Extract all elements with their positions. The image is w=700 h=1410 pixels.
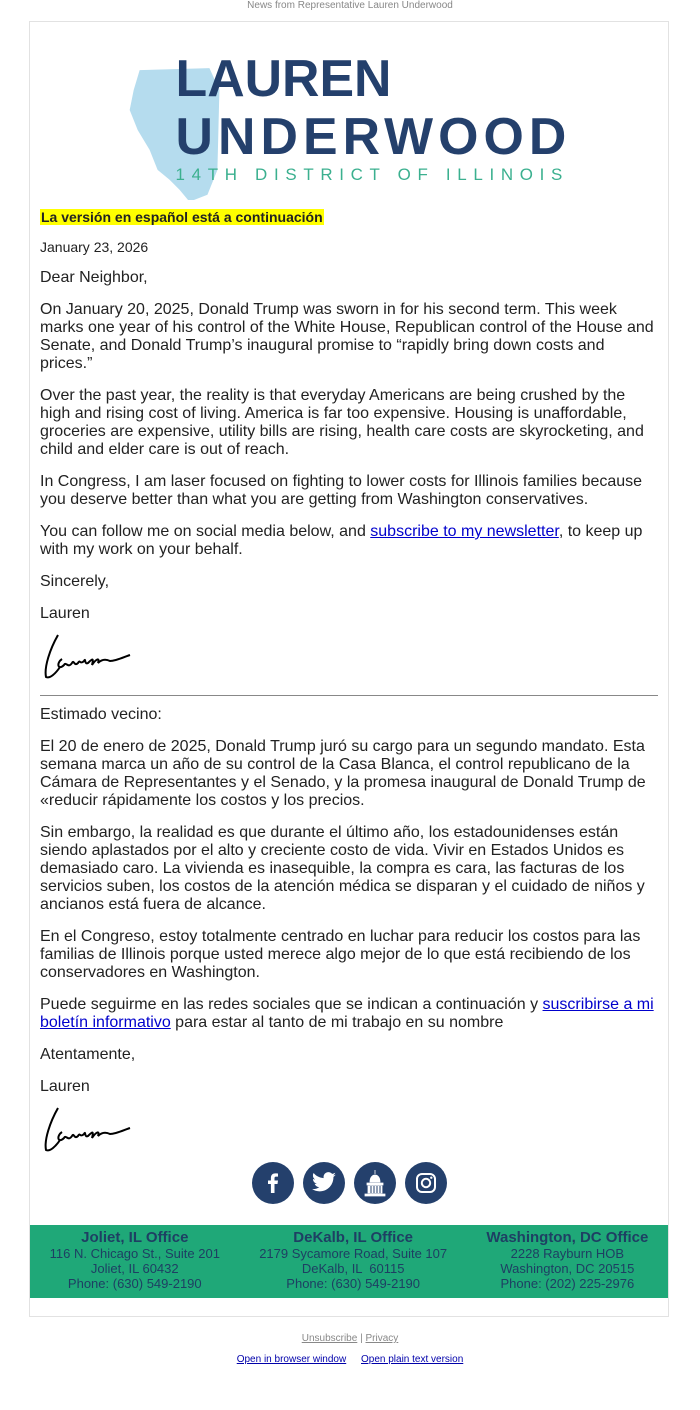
footer-links [0, 1333, 700, 1345]
office-address: 116 N. Chicago St., Suite 201 [49, 1246, 220, 1261]
text: You can follow me on social media below, and [40, 523, 371, 540]
office-footer [30, 1225, 668, 1298]
closing: Sincerely, [40, 573, 110, 590]
office-washington [486, 1230, 648, 1291]
view-links [0, 1354, 700, 1366]
office-dekalb [259, 1230, 447, 1291]
date: January 23, 2026 [40, 239, 149, 255]
text: Puede seguirme en las redes sociales que se indican a continuación y [40, 996, 543, 1013]
instagram-icon[interactable] [405, 1162, 447, 1204]
twitter-icon[interactable] [303, 1162, 345, 1204]
signature [40, 1102, 140, 1156]
spanish-notice: La versión en español está a continuación [41, 209, 323, 225]
separator: | [360, 1333, 363, 1344]
office-title: Washington, DC Office [486, 1229, 649, 1246]
preheader: News from Representative Lauren Underwood [247, 0, 453, 11]
text: para estar al tanto de mi trabajo en su nombre [170, 1014, 504, 1031]
facebook-icon[interactable] [252, 1162, 294, 1204]
letter-body [30, 200, 668, 1156]
logo [30, 30, 668, 200]
office-phone: Phone: (202) 225-2976 [500, 1276, 635, 1291]
paragraph: In Congress, I am laser focused on fighting to lower costs for Illinois families because you deserve better than what you are getting from Washington conservatives. [40, 473, 643, 508]
office-address: 2179 Sycamore Road, Suite 107 [259, 1246, 448, 1261]
divider [40, 695, 658, 696]
paragraph: En el Congreso, estoy totalmente centrado en luchar para reducir los costos para las familias de Illinois porque usted merece algo mejor de lo que está recibiendo de los conservadores en Washington. [40, 928, 641, 981]
paragraph [40, 523, 658, 559]
office-address: 2228 Rayburn HOB [510, 1246, 625, 1261]
logo-name-2: UNDERWOOD [175, 106, 567, 165]
signer-name: Lauren [40, 1078, 90, 1095]
social-links [30, 1162, 668, 1204]
office-city: DeKalb, IL 60115 [301, 1261, 405, 1276]
office-title: Joliet, IL Office [81, 1229, 189, 1246]
open-plain-text-link[interactable]: Open plain text version [361, 1354, 464, 1365]
office-phone: Phone: (630) 549-2190 [286, 1276, 421, 1291]
paragraph: Over the past year, the reality is that everyday Americans are being crushed by the high and rising cost of living. America is far too expensive. Housing is unaffordable, groceries are expensive, utility bills are rising, health care costs are skyrocketing, and child and elder care is out of reach. [40, 387, 644, 458]
office-joliet [50, 1230, 220, 1291]
signer-name: Lauren [40, 605, 90, 622]
subscribe-link[interactable]: subscribe to my newsletter [370, 523, 559, 540]
paragraph: El 20 de enero de 2025, Donald Trump juró su cargo para un segundo mandato. Esta semana marca un año de su control de la Casa Blanca, el control republicano de la Cámara de Representantes y el Senado, y la promesa inaugural de Donald Trump de «reducir rápidamente los costos y los precios. [40, 738, 646, 809]
text: , to keep up with my work on your behalf. [40, 523, 643, 558]
office-city: Joliet, IL 60432 [90, 1261, 179, 1276]
signature [40, 629, 140, 683]
paragraph: Sin embargo, la realidad es que durante el último año, los estadounidenses están siendo aplastados por el alto y creciente costo de vida. Vivir en Estados Unidos es demasiado caro. La vivienda es inasequible, la compra es cara, las facturas de los servicios suben, los costos de la atención médica se disparan y el cuidado de niños y ancianos está fuera de alcance. [40, 824, 645, 913]
logo-name-1: LAUREN [175, 49, 392, 108]
office-phone: Phone: (630) 549-2190 [67, 1276, 202, 1291]
paragraph [40, 996, 658, 1032]
office-city: Washington, DC 20515 [500, 1261, 635, 1276]
unsubscribe-link[interactable]: Unsubscribe [301, 1333, 358, 1344]
closing: Atentamente, [40, 1046, 136, 1063]
greeting: Dear Neighbor, [40, 269, 148, 286]
privacy-link[interactable]: Privacy [365, 1333, 399, 1344]
greeting: Estimado vecino: [40, 706, 162, 723]
open-browser-link[interactable]: Open in browser window [236, 1354, 347, 1365]
logo-district: 14TH DISTRICT OF ILLINOIS [175, 164, 563, 184]
office-title: DeKalb, IL Office [293, 1229, 414, 1246]
paragraph: On January 20, 2025, Donald Trump was sworn in for his second term. This week marks one year of his control of the White House, Republican control of the House and Senate, and Donald Trump’s inaugural promise to “rapidly bring down costs and prices.” [40, 301, 654, 372]
capitol-icon[interactable] [354, 1162, 396, 1204]
subscribe-link-es[interactable]: suscribirse a mi boletín informativo [40, 996, 654, 1031]
email-card [29, 21, 669, 1317]
